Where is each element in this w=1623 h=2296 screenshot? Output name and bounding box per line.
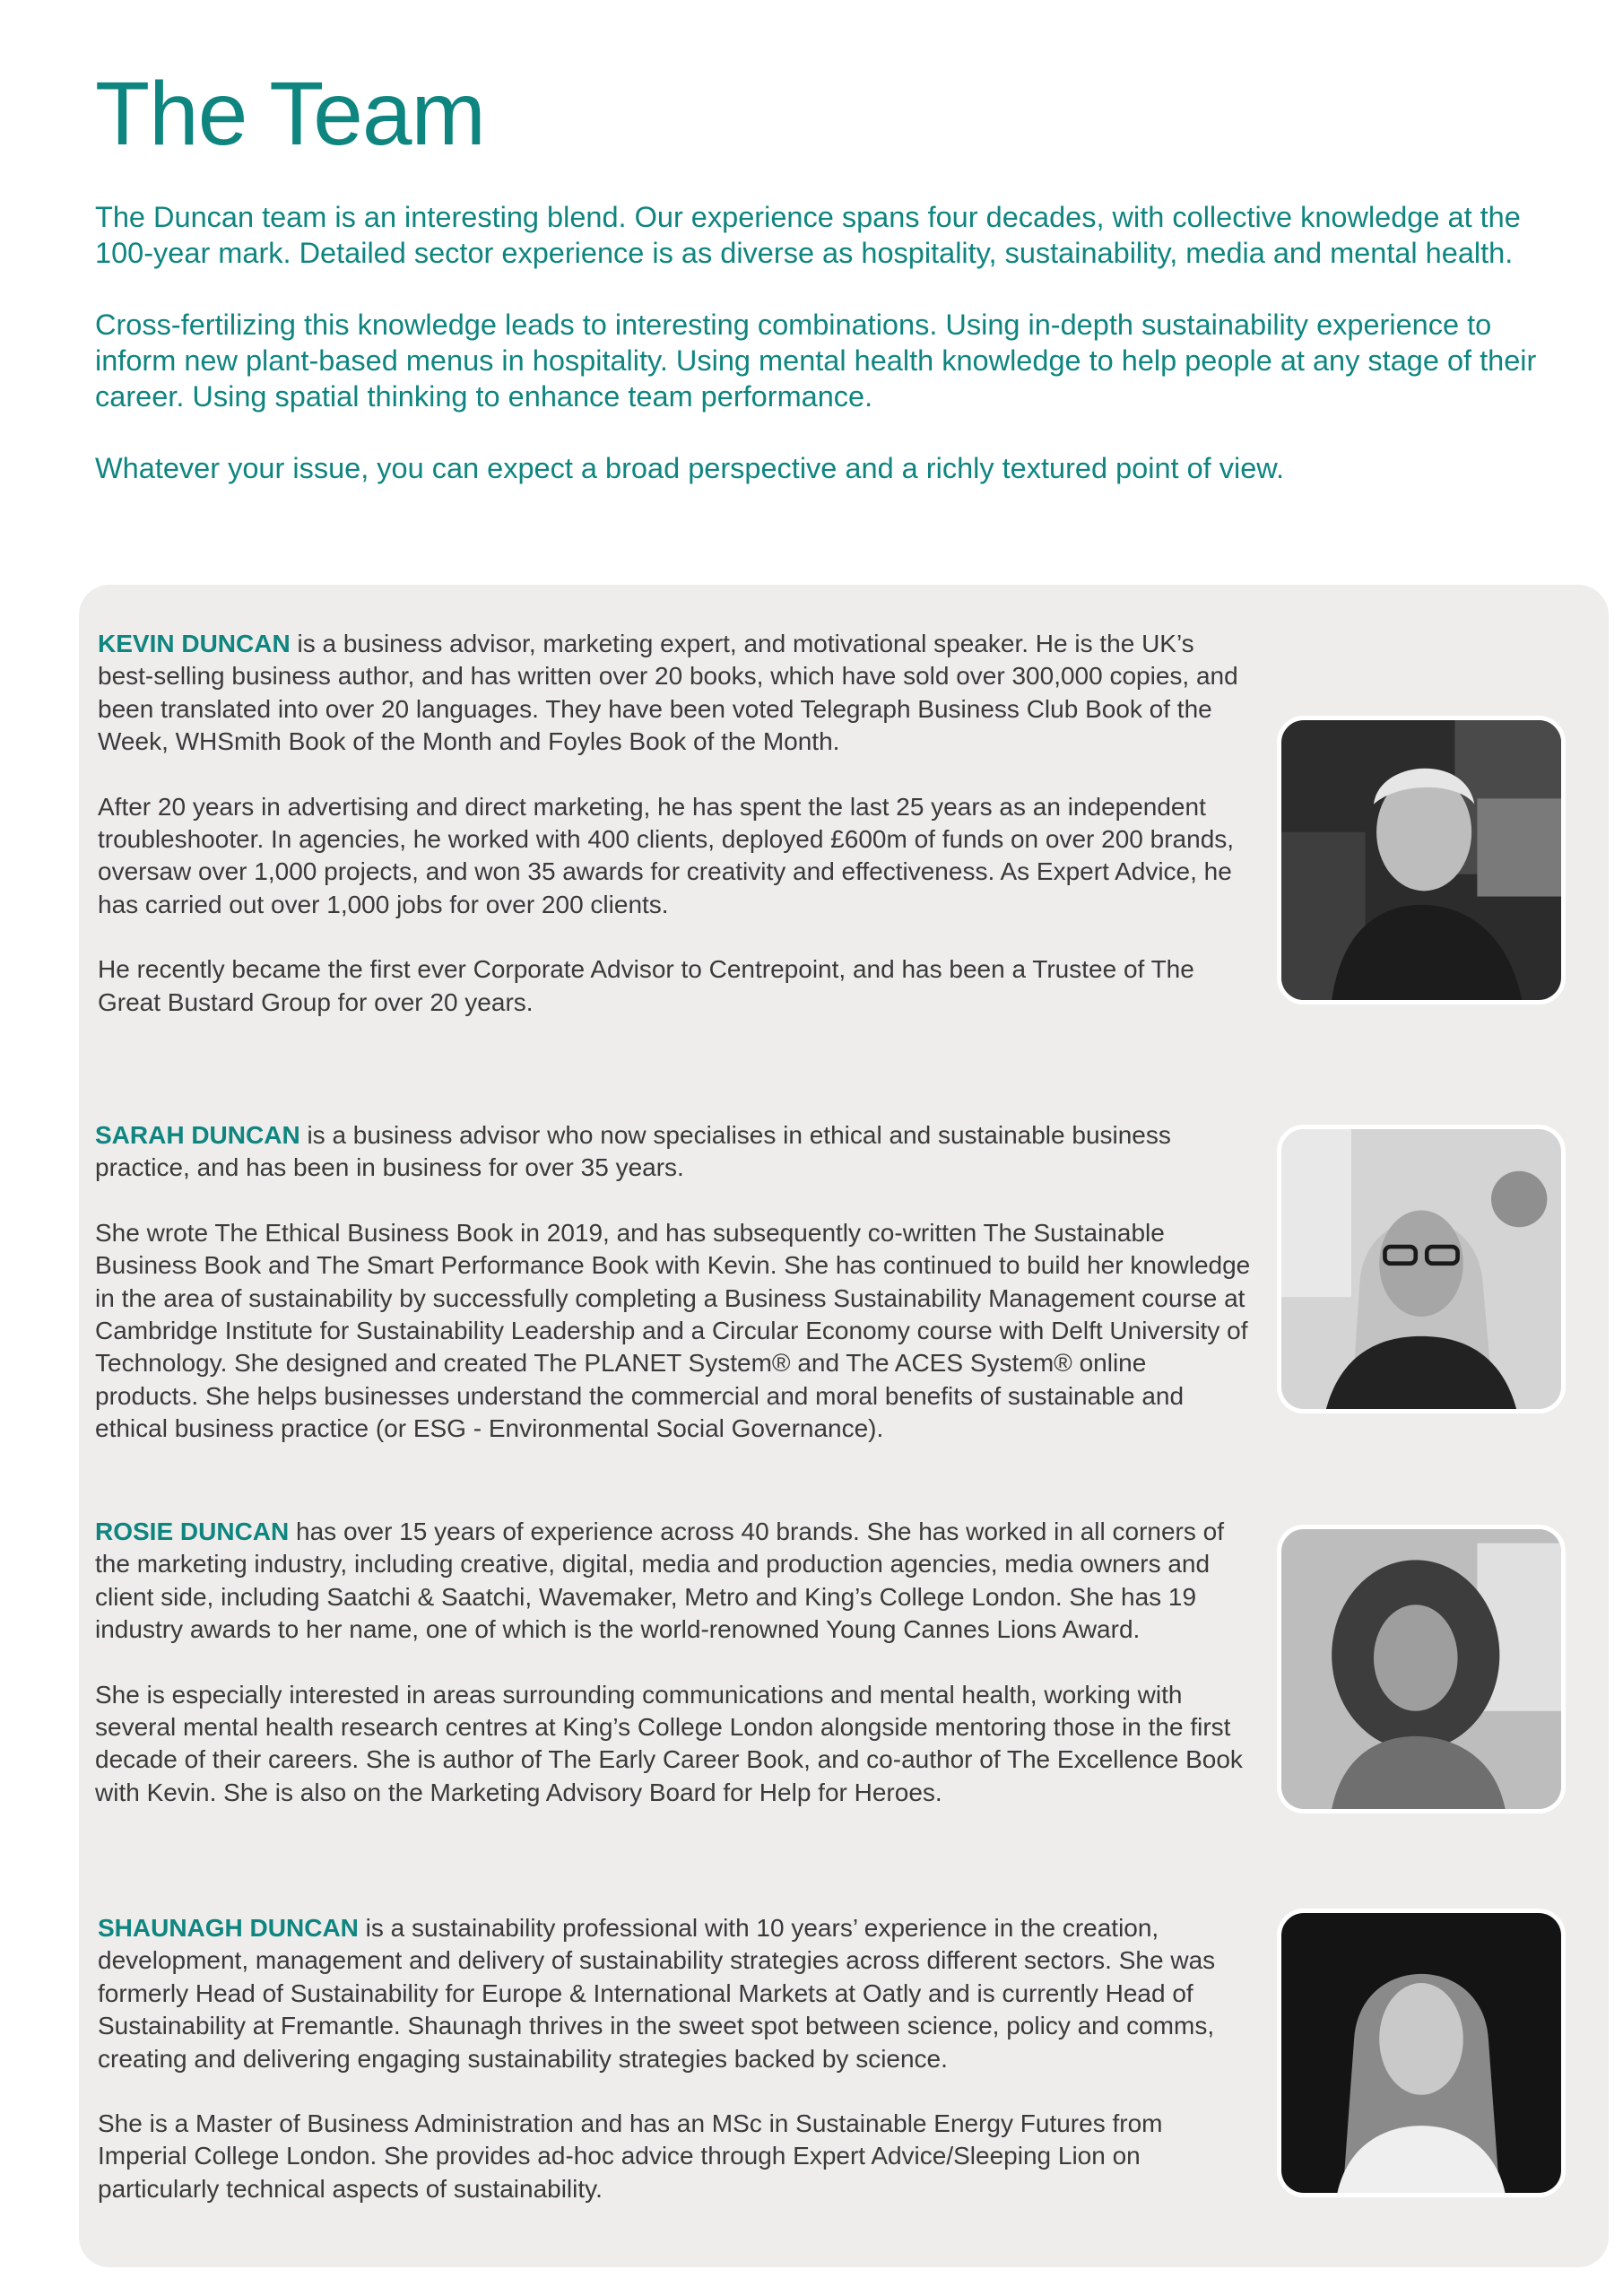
- bio-paragraph: After 20 years in advertising and direct marketing, he has spent the last 25 years as an independent troubleshooter. In agencies, he worked with 400 clients, deployed £600m of funds on over 200 brands, oversaw over 1,000 projects, and won 35 awards for creativity and effectiveness. As Expert Advice, he has carried out over 1,000 jobs for over 200 clients.: [98, 792, 1235, 918]
- member-name: ROSIE DUNCAN: [95, 1518, 290, 1545]
- bio-paragraph: She is a Master of Business Administration and has an MSc in Sustainable Energy Futures from Imperial College London. She provides ad-hoc advice through Expert Advice/Sleeping Lion on particularly technical aspects of sustainability.: [98, 2109, 1163, 2203]
- bio-shaunagh-lead: [98, 1912, 1254, 2075]
- bio-kevin-lead: [98, 628, 1254, 759]
- member-name: SARAH DUNCAN: [95, 1121, 300, 1149]
- photo-kevin-duncan: [1277, 716, 1566, 1004]
- page-title: The Team: [95, 64, 485, 164]
- bio-text: is a business advisor, marketing expert, and motivational speaker. He is the UK’s best-selling business author, and has written over 20 books, which have sold over 300,000 copies, and been translated into over 20 languages. They have been voted Telegraph Business Club Book of the Week, WHSmith Book of the Month and Foyles Book of the Month.: [98, 630, 1238, 756]
- photo-rosie-duncan: [1277, 1525, 1566, 1813]
- bio-text: has over 15 years of experience across 40 brands. She has worked in all corners of the marketing industry, including creative, digital, media and production agencies, media owners and client side, including Saatchi & Saatchi, Wavemaker, Metro and King’s College London. She has 19 industry awards to her name, one of which is the world-renowned Young Cannes Lions Award.: [95, 1518, 1225, 1644]
- bio-paragraph: She is especially interested in areas surrounding communications and mental health, working with several mental health research centres at King’s College London alongside mentoring those in the first decade of their careers. She is author of The Early Career Book, and co-author of The Excellence Book with Kevin. She is also on the Marketing Advisory Board for Help for Heroes.: [95, 1680, 1243, 1806]
- intro-text: [95, 199, 1548, 522]
- bio-text: is a sustainability professional with 10 years’ experience in the creation, development, management and delivery of sustainability strategies across different sectors. She was formerly Head of Sustainability for Europe & International Markets at Oatly and is currently Head of Sustainability at Fremantle. Shaunagh thrives in the sweet spot between science, policy and comms, creating and delivering engaging sustainability strategies backed by science.: [98, 1914, 1216, 2073]
- member-name: SHAUNAGH DUNCAN: [98, 1914, 359, 1942]
- bio-sarah-lead: [95, 1119, 1252, 1185]
- member-name: KEVIN DUNCAN: [98, 630, 291, 657]
- intro-paragraph-3: Whatever your issue, you can expect a broad perspective and a richly textured point of view.: [95, 452, 1284, 484]
- bio-paragraph: He recently became the first ever Corporate Advisor to Centrepoint, and has been a Trustee of The Great Bustard Group for over 20 years.: [98, 955, 1194, 1016]
- photo-sarah-duncan: [1277, 1125, 1566, 1413]
- bio-rosie-duncan: [95, 1516, 1252, 1809]
- bio-kevin-duncan: [98, 628, 1254, 1019]
- intro-paragraph-1: The Duncan team is an interesting blend. Our experience spans four decades, with collective knowledge at the 100-year mark. Detailed sector experience is as diverse as hospitality, sustainability, media and mental health.: [95, 201, 1521, 269]
- photo-shaunagh-duncan: [1277, 1909, 1566, 2197]
- bio-rosie-lead: [95, 1516, 1252, 1647]
- intro-paragraph-2: Cross-fertilizing this knowledge leads to interesting combinations. Using in-depth sustainability experience to inform new plant-based menus in hospitality. Using mental health knowledge to help people at any stage of their career. Using spatial thinking to enhance team performance.: [95, 309, 1537, 413]
- bio-paragraph: She wrote The Ethical Business Book in 2019, and has subsequently co-written The Sustainable Business Book and The Smart Performance Book with Kevin. She has continued to build her knowledge in the area of sustainability by successfully completing a Business Sustainability Management course at Cambridge Institute for Sustainability Leadership and a Circular Economy course with Delft University of Technology. She designed and created The PLANET System® and The ACES System® online products. She helps businesses understand the commercial and moral benefits of sustainable and ethical business practice (or ESG - Environmental Social Governance).: [95, 1218, 1251, 1443]
- bio-text: is a business advisor who now specialises in ethical and sustainable business practice, and has been in business for over 35 years.: [95, 1121, 1171, 1182]
- bio-shaunagh-duncan: [98, 1912, 1254, 2205]
- bio-sarah-duncan: [95, 1119, 1252, 1446]
